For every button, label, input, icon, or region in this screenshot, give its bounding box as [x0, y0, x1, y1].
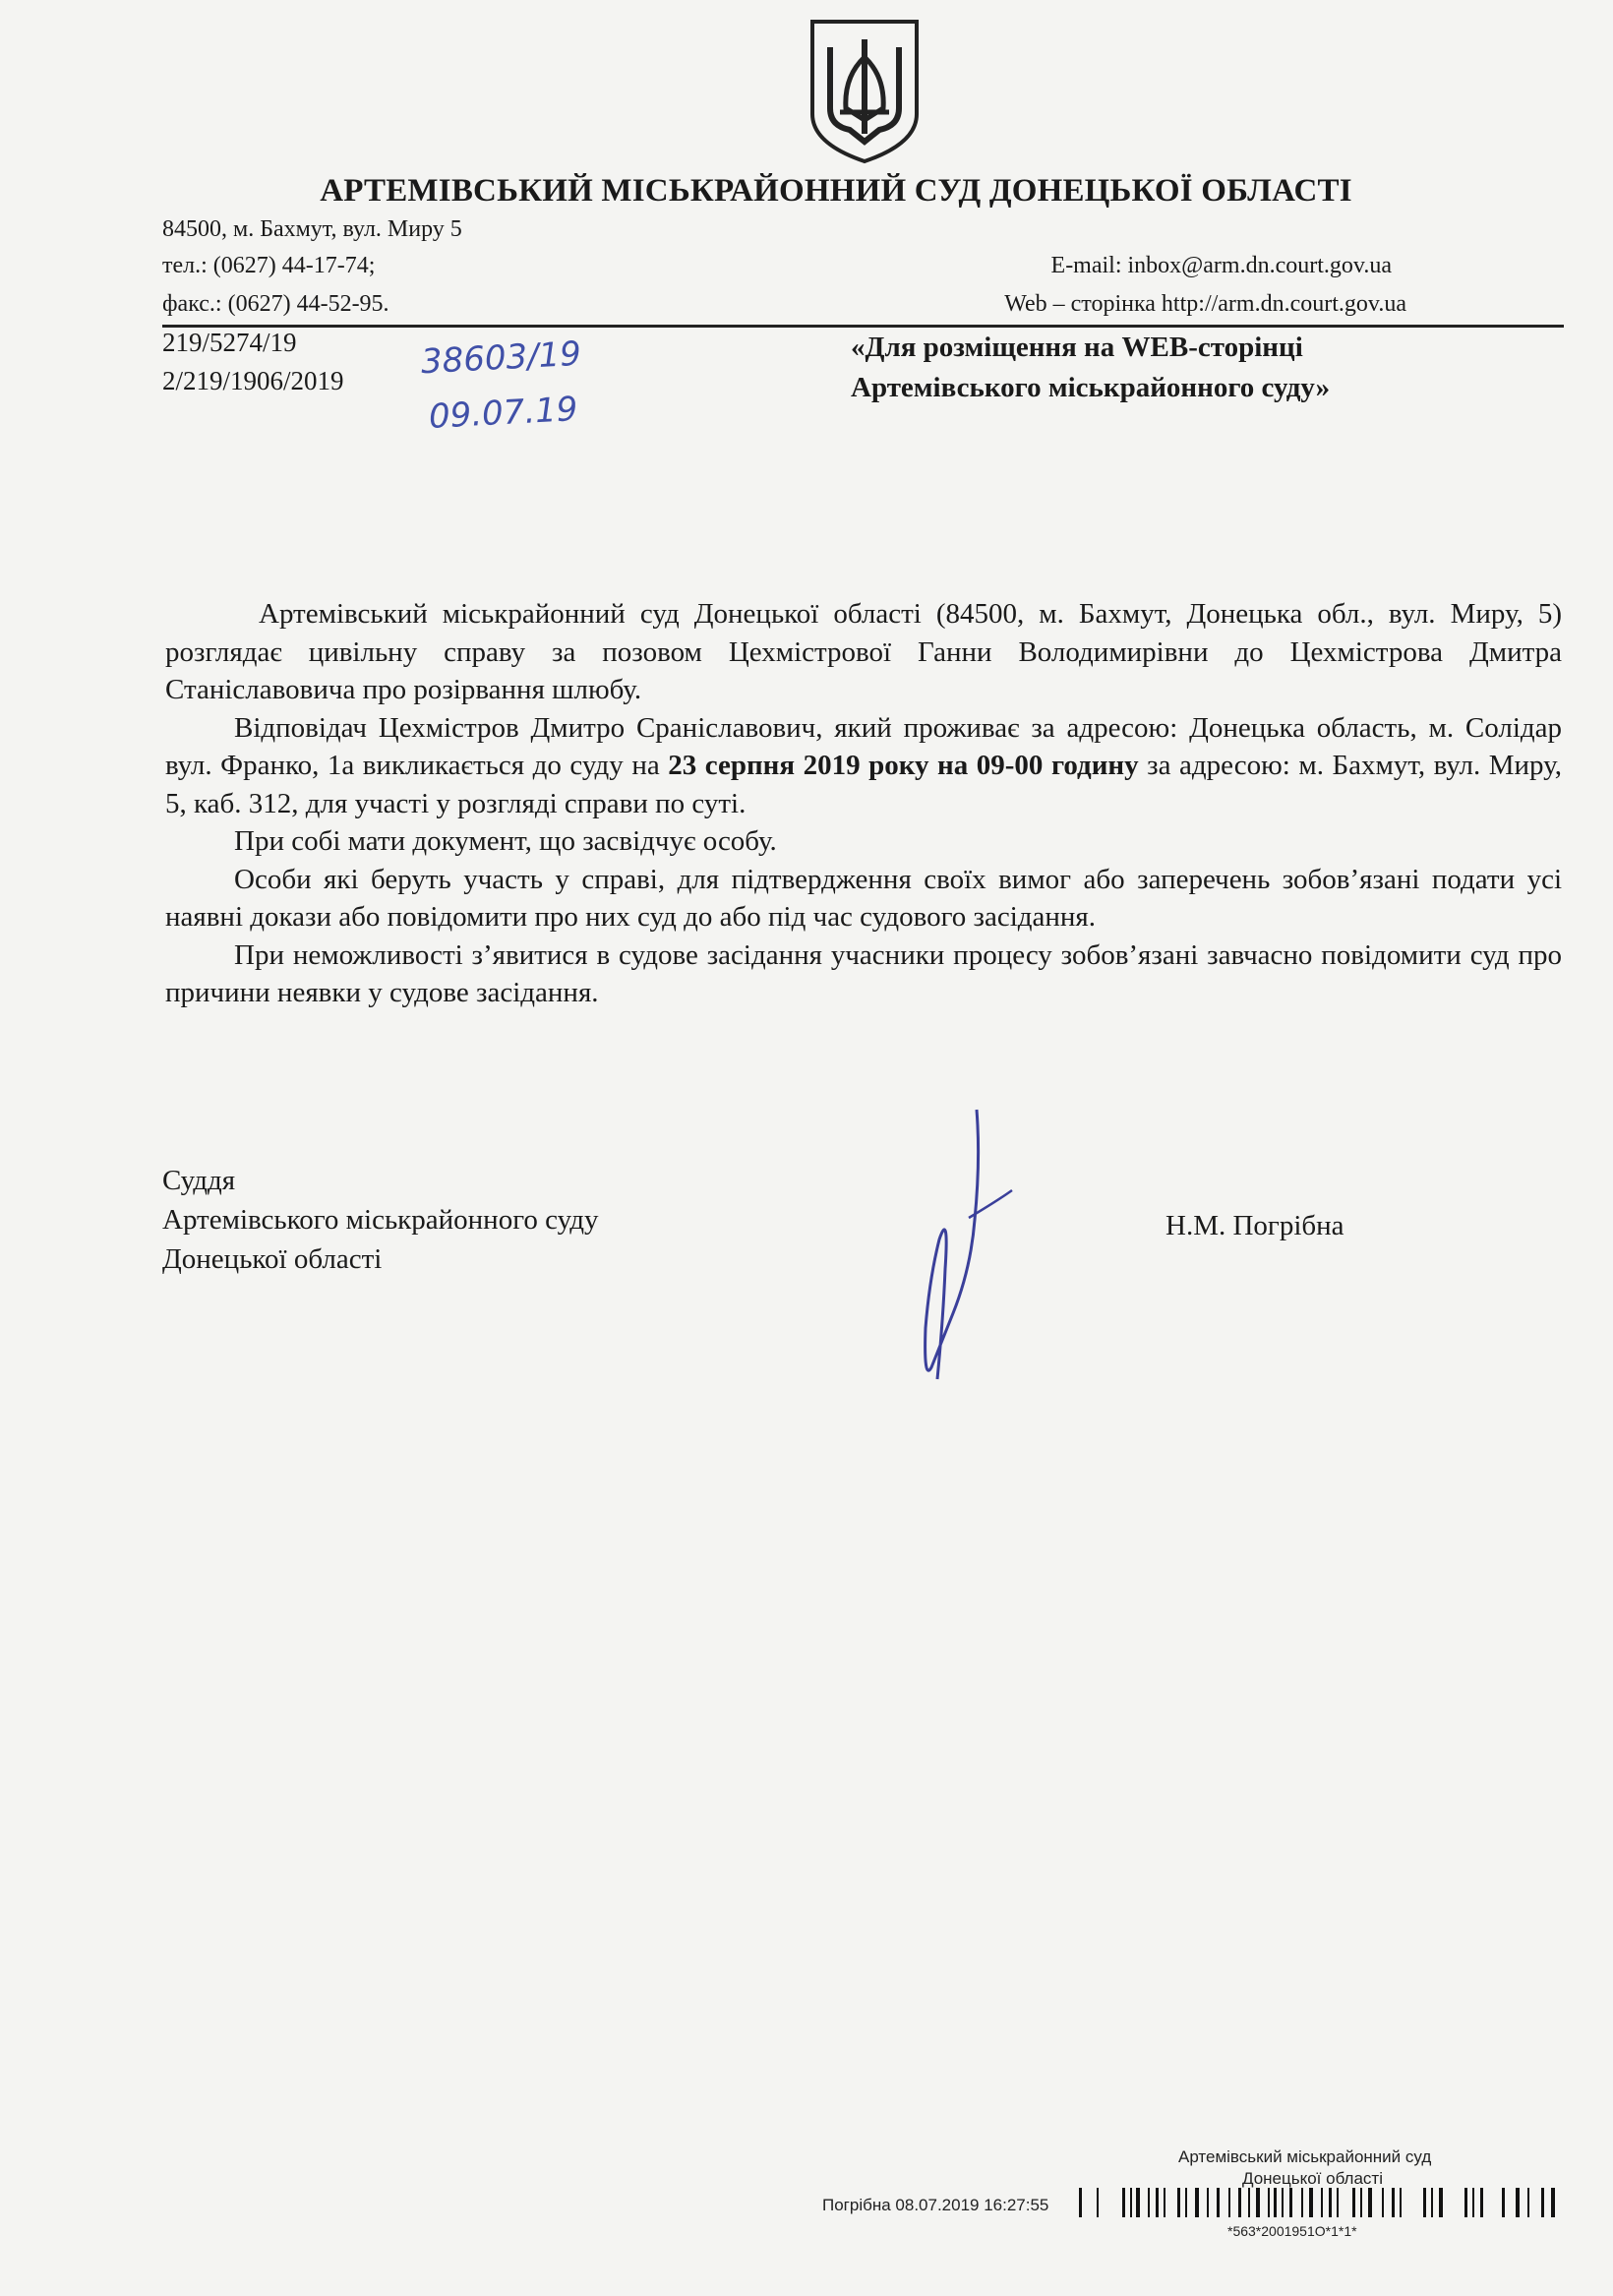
court-website: Web – сторінка http://arm.dn.court.gov.ua	[1004, 291, 1406, 317]
notice-body	[165, 595, 1562, 1012]
judge-role-line-3: Донецької області	[162, 1243, 383, 1275]
proceeding-number: 2/219/1906/2019	[162, 366, 344, 395]
court-phone: тел.: (0627) 44-17-74;	[162, 253, 376, 278]
stamp-court-line-1: Артемівський міськрайонний суд	[1178, 2147, 1432, 2166]
body-paragraph-1: Артемівський міськрайонний суд Донецької області (84500, м. Бахмут, Донецька обл., вул. Миру, 5) розглядає цивільну справу за позовом Цехмістрової Ганни Володимирівни до Цехмістрова Дмитра Станіславовича про розірвання шлюбу.	[165, 598, 1562, 705]
judge-role-line-2: Артемівського міськрайонного суду	[162, 1204, 599, 1236]
header-divider	[162, 325, 1564, 328]
stamp-signer-timestamp: Погрібна 08.07.2019 16:27:55	[822, 2196, 1049, 2214]
judge-role-block	[162, 1161, 599, 1279]
court-title: АРТЕМІВСЬКИЙ МІСЬКРАЙОННИЙ СУД ДОНЕЦЬКОЇ ОБЛАСТІ	[320, 173, 1352, 209]
court-fax: факс.: (0627) 44-52-95.	[162, 291, 389, 317]
handwritten-incoming-number: 38603/19	[420, 333, 582, 383]
court-address: 84500, м. Бахмут, вул. Миру 5	[162, 216, 462, 242]
handwritten-signature-icon	[910, 1102, 1028, 1387]
judge-role-line-1: Суддя	[162, 1165, 236, 1196]
hearing-date-time: 23 серпня 2019 року на 09-00 годину	[668, 750, 1139, 781]
body-paragraph-2-start: Відповідач Цехмістров Дмитро Сраніславович, який проживає за адресою: Донецька область, м. Солідар вул. Франко, 1а викликається до суду на	[165, 711, 1562, 781]
barcode-text: *563*2001951О*1*1*	[1227, 2223, 1357, 2239]
stamp-court-line-2: Донецької області	[1242, 2169, 1383, 2188]
body-paragraph-2-end: за адресою: м. Бахмут, вул. Миру, 5, каб. 312, для участі у розгляді справи по суті.	[165, 750, 1563, 819]
court-email: E-mail: inbox@arm.dn.court.gov.ua	[1050, 253, 1392, 278]
body-paragraph-5: При неможливості з’явитися в судове засідання учасники процесу зобов’язані завчасно повідомити суд про причини неявки у судове засідання.	[165, 938, 1562, 1008]
case-number: 219/5274/19	[162, 328, 297, 357]
handwritten-incoming-date: 09.07.19	[428, 390, 579, 437]
placement-note-line-2: Артемівського міськрайонного суду»	[851, 372, 1331, 403]
coat-of-arms-icon	[806, 18, 923, 165]
body-paragraph-2	[165, 709, 1562, 823]
body-paragraph-3: При собі мати документ, що засвідчує особу.	[234, 825, 777, 857]
body-paragraph-4: Особи які беруть участь у справі, для підтвердження своїх вимог або заперечень зобов’язані подати усі наявні докази або повідомити про них суд до або під час судового засідання.	[165, 863, 1562, 933]
placement-note-line-1: «Для розміщення на WEB-сторінці	[851, 332, 1303, 363]
judge-name: Н.М. Погрібна	[1165, 1210, 1344, 1241]
barcode-icon	[1079, 2186, 1561, 2223]
